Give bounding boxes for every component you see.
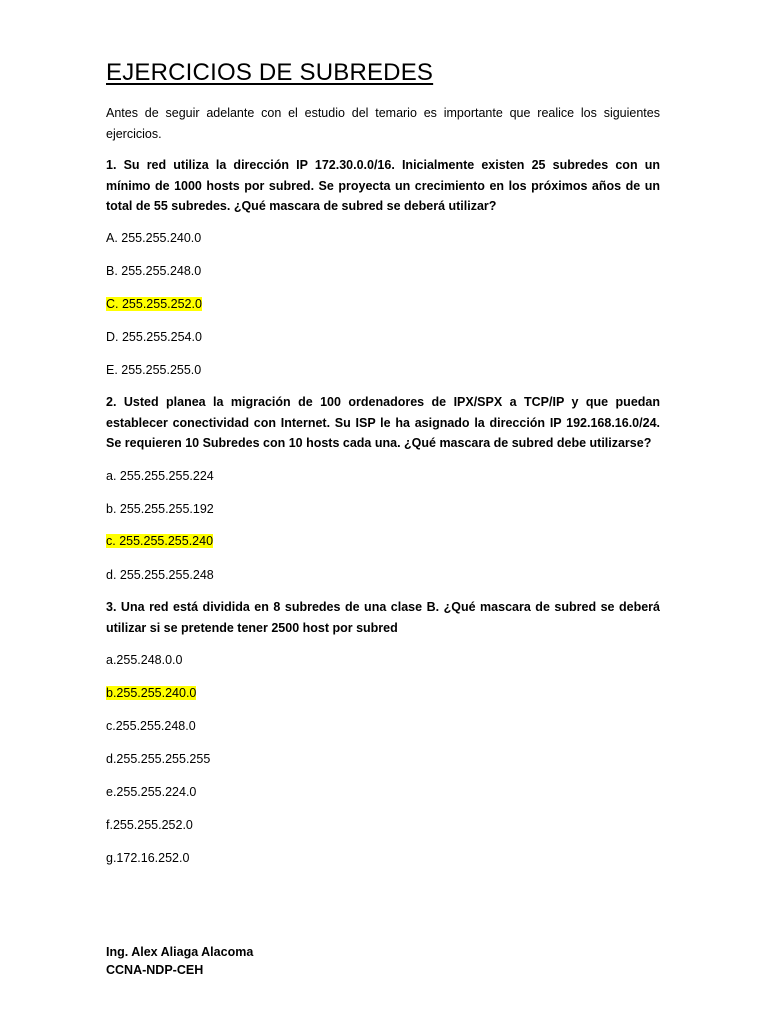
q3-option-c: c.255.255.248.0: [106, 719, 196, 733]
answer-highlight: c. 255.255.255.240: [106, 534, 214, 548]
intro-paragraph: Antes de seguir adelante con el estudio del temario es importante que realice los siguientes ejercicios.: [106, 106, 660, 141]
answer-highlight: b.255.255.240.0: [106, 686, 197, 700]
question-3-text: 3. Una red está dividida en 8 subredes de una clase B. ¿Qué mascara de subred se deberá utilizar si se pretende tener 2500 host por subred: [106, 600, 660, 635]
q1-option-c-answer: [106, 295, 202, 313]
q3-option-a: a.255.248.0.0: [106, 653, 183, 667]
question-2-text: 2. Usted planea la migración de 100 ordenadores de IPX/SPX a TCP/IP y que puedan establecer conectividad con Internet. Su ISP le ha asignado la dirección IP 192.168.16.0/24. Se requieren 10 Subredes con 10 hosts cada una. ¿Qué mascara de subred debe utilizarse?: [106, 395, 660, 450]
q1-option-a: A. 255.255.240.0: [106, 231, 202, 245]
answer-highlight: C. 255.255.252.0: [106, 297, 202, 311]
q2-option-d: d. 255.255.255.248: [106, 568, 214, 582]
footer-author: Ing. Alex Aliaga Alacoma: [106, 945, 254, 959]
q2-option-a: a. 255.255.255.224: [106, 469, 214, 483]
q1-option-e: E. 255.255.255.0: [106, 363, 202, 377]
q3-option-b-answer: [106, 684, 196, 702]
q3-option-f: f.255.255.252.0: [106, 818, 193, 832]
footer-certifications: CCNA-NDP-CEH: [106, 963, 204, 977]
q3-option-e: e.255.255.224.0: [106, 785, 197, 799]
q1-option-d: D. 255.255.254.0: [106, 330, 202, 344]
q3-option-d: d.255.255.255.255: [106, 752, 211, 766]
q3-option-g: g.172.16.252.0: [106, 851, 190, 865]
document-title: EJERCICIOS DE SUBREDES: [106, 59, 434, 86]
question-1-text: 1. Su red utiliza la dirección IP 172.30.0.0/16. Inicialmente existen 25 subredes con un mínimo de 1000 hosts por subred. Se proyecta un crecimiento en los próximos años de un total de 55 subredes. ¿Qué mascara de subred se deberá utilizar?: [106, 158, 660, 213]
q2-option-b: b. 255.255.255.192: [106, 502, 214, 516]
q2-option-c-answer: [106, 532, 213, 550]
q1-option-b: B. 255.255.248.0: [106, 264, 202, 278]
